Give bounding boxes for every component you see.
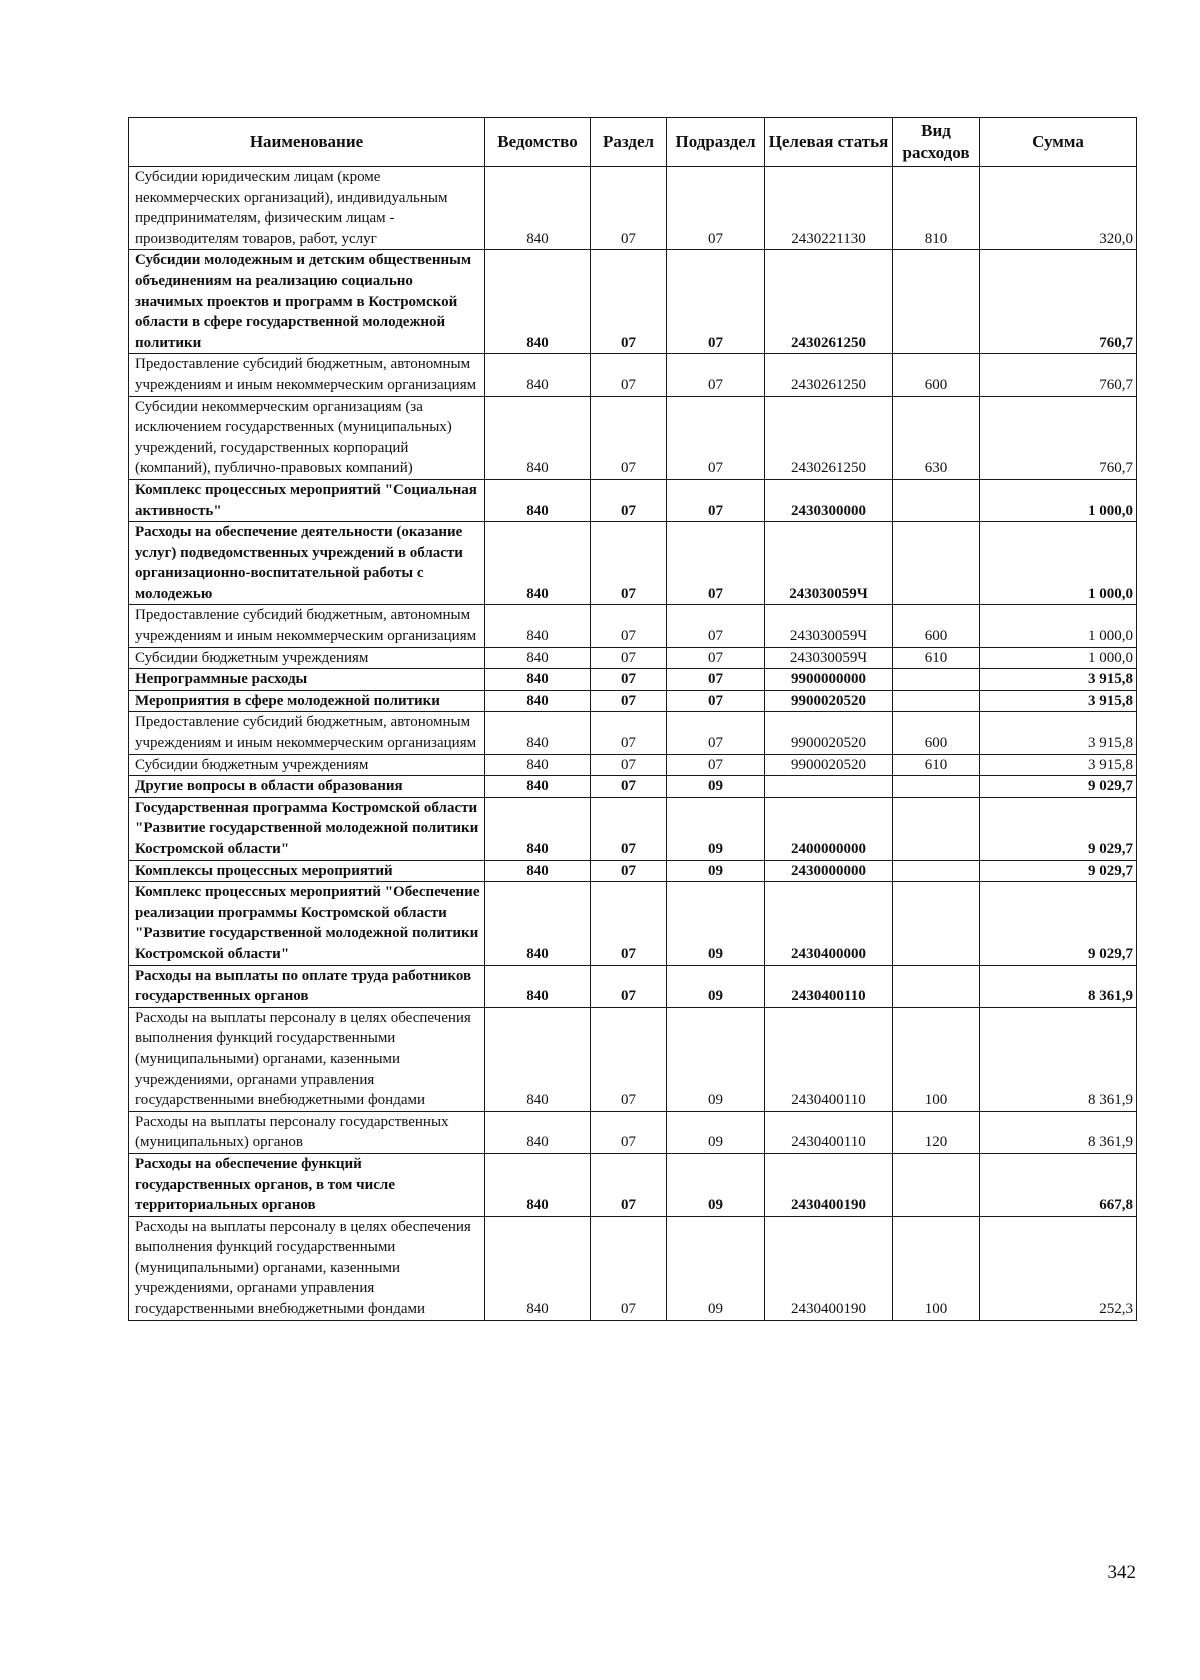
cell-vedomstvo: 840 — [485, 522, 591, 605]
cell-name: Расходы на выплаты персоналу в целях обеспечения выполнения функций государственными (муниципальными) органами, казенными учреждениями, органами управления государственными внебюджетными фондами — [129, 1216, 485, 1320]
cell-podrazdel: 07 — [667, 605, 765, 647]
cell-target-article: 2430300000 — [765, 479, 893, 521]
cell-target-article: 2430400190 — [765, 1216, 893, 1320]
cell-podrazdel: 09 — [667, 965, 765, 1007]
cell-target-article: 2430221130 — [765, 167, 893, 250]
cell-vedomstvo: 840 — [485, 669, 591, 691]
header-vedomstvo: Ведомство — [485, 118, 591, 167]
cell-expense-type: 600 — [893, 354, 980, 396]
cell-razdel: 07 — [591, 605, 667, 647]
cell-expense-type — [893, 522, 980, 605]
cell-expense-type — [893, 669, 980, 691]
cell-expense-type: 120 — [893, 1111, 980, 1153]
cell-vedomstvo: 840 — [485, 1007, 591, 1111]
table-row — [129, 250, 1137, 354]
cell-vedomstvo: 840 — [485, 690, 591, 712]
cell-razdel: 07 — [591, 776, 667, 798]
cell-vedomstvo: 840 — [485, 250, 591, 354]
cell-sum: 3 915,8 — [980, 754, 1137, 776]
cell-sum: 3 915,8 — [980, 669, 1137, 691]
cell-razdel: 07 — [591, 647, 667, 669]
cell-target-article: 9900020520 — [765, 712, 893, 754]
cell-name: Комплекс процессных мероприятий "Социальная активность" — [129, 479, 485, 521]
cell-target-article: 2430400190 — [765, 1153, 893, 1216]
table-row — [129, 754, 1137, 776]
cell-podrazdel: 07 — [667, 354, 765, 396]
cell-name: Субсидии некоммерческим организациям (за исключением государственных (муниципальных) учреждений, государственных корпораций (компаний), публично-правовых компаний) — [129, 396, 485, 479]
cell-sum: 252,3 — [980, 1216, 1137, 1320]
cell-name: Предоставление субсидий бюджетным, автономным учреждениям и иным некоммерческим организациям — [129, 605, 485, 647]
cell-name: Предоставление субсидий бюджетным, автономным учреждениям и иным некоммерческим организациям — [129, 354, 485, 396]
cell-target-article: 243030059Ч — [765, 647, 893, 669]
cell-podrazdel: 07 — [667, 690, 765, 712]
cell-podrazdel: 09 — [667, 860, 765, 882]
cell-razdel: 07 — [591, 754, 667, 776]
cell-sum: 8 361,9 — [980, 1007, 1137, 1111]
cell-sum: 3 915,8 — [980, 712, 1137, 754]
cell-expense-type — [893, 965, 980, 1007]
cell-sum: 1 000,0 — [980, 647, 1137, 669]
header-sum: Сумма — [980, 118, 1137, 167]
cell-target-article: 2400000000 — [765, 797, 893, 860]
cell-name: Другие вопросы в области образования — [129, 776, 485, 798]
cell-sum: 9 029,7 — [980, 882, 1137, 965]
header-expense-type: Вид расходов — [893, 118, 980, 167]
cell-sum: 760,7 — [980, 250, 1137, 354]
cell-name: Расходы на обеспечение функций государственных органов, в том числе территориальных органов — [129, 1153, 485, 1216]
cell-razdel: 07 — [591, 522, 667, 605]
cell-vedomstvo: 840 — [485, 712, 591, 754]
cell-razdel: 07 — [591, 860, 667, 882]
cell-podrazdel: 07 — [667, 647, 765, 669]
cell-sum: 760,7 — [980, 354, 1137, 396]
cell-name: Комплексы процессных мероприятий — [129, 860, 485, 882]
cell-name: Субсидии юридическим лицам (кроме некоммерческих организаций), индивидуальным предпринимателям, физическим лицам - производителям товаров, работ, услуг — [129, 167, 485, 250]
cell-expense-type: 630 — [893, 396, 980, 479]
table-row — [129, 167, 1137, 250]
cell-razdel: 07 — [591, 797, 667, 860]
table-row — [129, 1007, 1137, 1111]
cell-expense-type: 100 — [893, 1216, 980, 1320]
cell-podrazdel: 07 — [667, 669, 765, 691]
cell-name: Непрограммные расходы — [129, 669, 485, 691]
cell-razdel: 07 — [591, 690, 667, 712]
table-row — [129, 965, 1137, 1007]
cell-expense-type — [893, 797, 980, 860]
cell-vedomstvo: 840 — [485, 167, 591, 250]
cell-razdel: 07 — [591, 396, 667, 479]
cell-razdel: 07 — [591, 1007, 667, 1111]
cell-name: Расходы на обеспечение деятельности (оказание услуг) подведомственных учреждений в области организационно-воспитательной работы с молодежью — [129, 522, 485, 605]
cell-sum: 8 361,9 — [980, 1111, 1137, 1153]
cell-vedomstvo: 840 — [485, 605, 591, 647]
table-row — [129, 797, 1137, 860]
table-row — [129, 647, 1137, 669]
cell-target-article: 9900000000 — [765, 669, 893, 691]
cell-razdel: 07 — [591, 479, 667, 521]
cell-expense-type — [893, 479, 980, 521]
table-row — [129, 479, 1137, 521]
cell-podrazdel: 07 — [667, 396, 765, 479]
cell-name: Комплекс процессных мероприятий "Обеспечение реализации программы Костромской области "Развитие государственной молодежной политики Костромской области" — [129, 882, 485, 965]
table-row — [129, 860, 1137, 882]
cell-vedomstvo: 840 — [485, 1153, 591, 1216]
cell-razdel: 07 — [591, 965, 667, 1007]
budget-table — [128, 117, 1137, 1321]
cell-expense-type: 600 — [893, 712, 980, 754]
table-row — [129, 712, 1137, 754]
cell-podrazdel: 07 — [667, 167, 765, 250]
header-target-article: Целевая статья — [765, 118, 893, 167]
cell-sum: 320,0 — [980, 167, 1137, 250]
cell-sum: 760,7 — [980, 396, 1137, 479]
cell-razdel: 07 — [591, 882, 667, 965]
cell-expense-type — [893, 860, 980, 882]
cell-vedomstvo: 840 — [485, 479, 591, 521]
cell-target-article: 9900020520 — [765, 754, 893, 776]
cell-vedomstvo: 840 — [485, 860, 591, 882]
cell-podrazdel: 09 — [667, 1007, 765, 1111]
cell-sum: 667,8 — [980, 1153, 1137, 1216]
table-row — [129, 396, 1137, 479]
cell-sum: 9 029,7 — [980, 860, 1137, 882]
cell-name: Субсидии молодежным и детским общественным объединениям на реализацию социально значимых проектов и программ в Костромской области в сфере государственной молодежной политики — [129, 250, 485, 354]
cell-sum: 3 915,8 — [980, 690, 1137, 712]
cell-sum: 1 000,0 — [980, 605, 1137, 647]
cell-vedomstvo: 840 — [485, 396, 591, 479]
table-row — [129, 1216, 1137, 1320]
cell-vedomstvo: 840 — [485, 1111, 591, 1153]
table-row — [129, 882, 1137, 965]
cell-expense-type: 600 — [893, 605, 980, 647]
cell-target-article: 2430400110 — [765, 1111, 893, 1153]
cell-razdel: 07 — [591, 669, 667, 691]
cell-name: Расходы на выплаты персоналу в целях обеспечения выполнения функций государственными (муниципальными) органами, казенными учреждениями, органами управления государственными внебюджетными фондами — [129, 1007, 485, 1111]
cell-target-article: 2430261250 — [765, 396, 893, 479]
cell-podrazdel: 07 — [667, 522, 765, 605]
cell-name: Государственная программа Костромской области "Развитие государственной молодежной политики Костромской области" — [129, 797, 485, 860]
cell-podrazdel: 09 — [667, 776, 765, 798]
cell-name: Мероприятия в сфере молодежной политики — [129, 690, 485, 712]
cell-podrazdel: 09 — [667, 882, 765, 965]
cell-razdel: 07 — [591, 1153, 667, 1216]
header-name: Наименование — [129, 118, 485, 167]
cell-vedomstvo: 840 — [485, 797, 591, 860]
cell-vedomstvo: 840 — [485, 882, 591, 965]
table-row — [129, 669, 1137, 691]
cell-expense-type: 610 — [893, 647, 980, 669]
cell-expense-type — [893, 1153, 980, 1216]
cell-name: Расходы на выплаты персоналу государственных (муниципальных) органов — [129, 1111, 485, 1153]
cell-podrazdel: 07 — [667, 250, 765, 354]
table-row — [129, 605, 1137, 647]
cell-podrazdel: 07 — [667, 712, 765, 754]
cell-expense-type — [893, 690, 980, 712]
cell-podrazdel: 09 — [667, 1216, 765, 1320]
cell-podrazdel: 07 — [667, 754, 765, 776]
cell-vedomstvo: 840 — [485, 1216, 591, 1320]
cell-razdel: 07 — [591, 167, 667, 250]
cell-sum: 1 000,0 — [980, 479, 1137, 521]
cell-target-article: 2430000000 — [765, 860, 893, 882]
cell-sum: 8 361,9 — [980, 965, 1137, 1007]
cell-podrazdel: 09 — [667, 1111, 765, 1153]
cell-expense-type — [893, 250, 980, 354]
cell-expense-type — [893, 776, 980, 798]
cell-expense-type: 610 — [893, 754, 980, 776]
page-number: 342 — [1107, 1562, 1136, 1583]
header-razdel: Раздел — [591, 118, 667, 167]
cell-razdel: 07 — [591, 1111, 667, 1153]
table-row — [129, 354, 1137, 396]
cell-name: Субсидии бюджетным учреждениям — [129, 754, 485, 776]
cell-razdel: 07 — [591, 354, 667, 396]
cell-name: Расходы на выплаты по оплате труда работников государственных органов — [129, 965, 485, 1007]
cell-vedomstvo: 840 — [485, 754, 591, 776]
cell-vedomstvo: 840 — [485, 647, 591, 669]
cell-razdel: 07 — [591, 712, 667, 754]
cell-podrazdel: 09 — [667, 1153, 765, 1216]
cell-razdel: 07 — [591, 250, 667, 354]
cell-target-article: 2430261250 — [765, 354, 893, 396]
table-row — [129, 522, 1137, 605]
cell-vedomstvo: 840 — [485, 965, 591, 1007]
cell-name: Предоставление субсидий бюджетным, автономным учреждениям и иным некоммерческим организациям — [129, 712, 485, 754]
cell-target-article: 2430400110 — [765, 1007, 893, 1111]
cell-podrazdel: 09 — [667, 797, 765, 860]
cell-expense-type: 100 — [893, 1007, 980, 1111]
cell-name: Субсидии бюджетным учреждениям — [129, 647, 485, 669]
cell-target-article — [765, 776, 893, 798]
cell-target-article: 2430400000 — [765, 882, 893, 965]
cell-vedomstvo: 840 — [485, 776, 591, 798]
cell-target-article: 9900020520 — [765, 690, 893, 712]
cell-target-article: 2430261250 — [765, 250, 893, 354]
table-row — [129, 690, 1137, 712]
cell-podrazdel: 07 — [667, 479, 765, 521]
table-header-row — [129, 118, 1137, 167]
cell-expense-type: 810 — [893, 167, 980, 250]
cell-razdel: 07 — [591, 1216, 667, 1320]
cell-sum: 9 029,7 — [980, 776, 1137, 798]
cell-sum: 9 029,7 — [980, 797, 1137, 860]
cell-target-article: 243030059Ч — [765, 605, 893, 647]
cell-target-article: 2430400110 — [765, 965, 893, 1007]
table-row — [129, 1111, 1137, 1153]
cell-target-article: 243030059Ч — [765, 522, 893, 605]
cell-expense-type — [893, 882, 980, 965]
cell-vedomstvo: 840 — [485, 354, 591, 396]
table-body — [129, 167, 1137, 1321]
cell-sum: 1 000,0 — [980, 522, 1137, 605]
table-row — [129, 1153, 1137, 1216]
table-row — [129, 776, 1137, 798]
header-podrazdel: Подраздел — [667, 118, 765, 167]
